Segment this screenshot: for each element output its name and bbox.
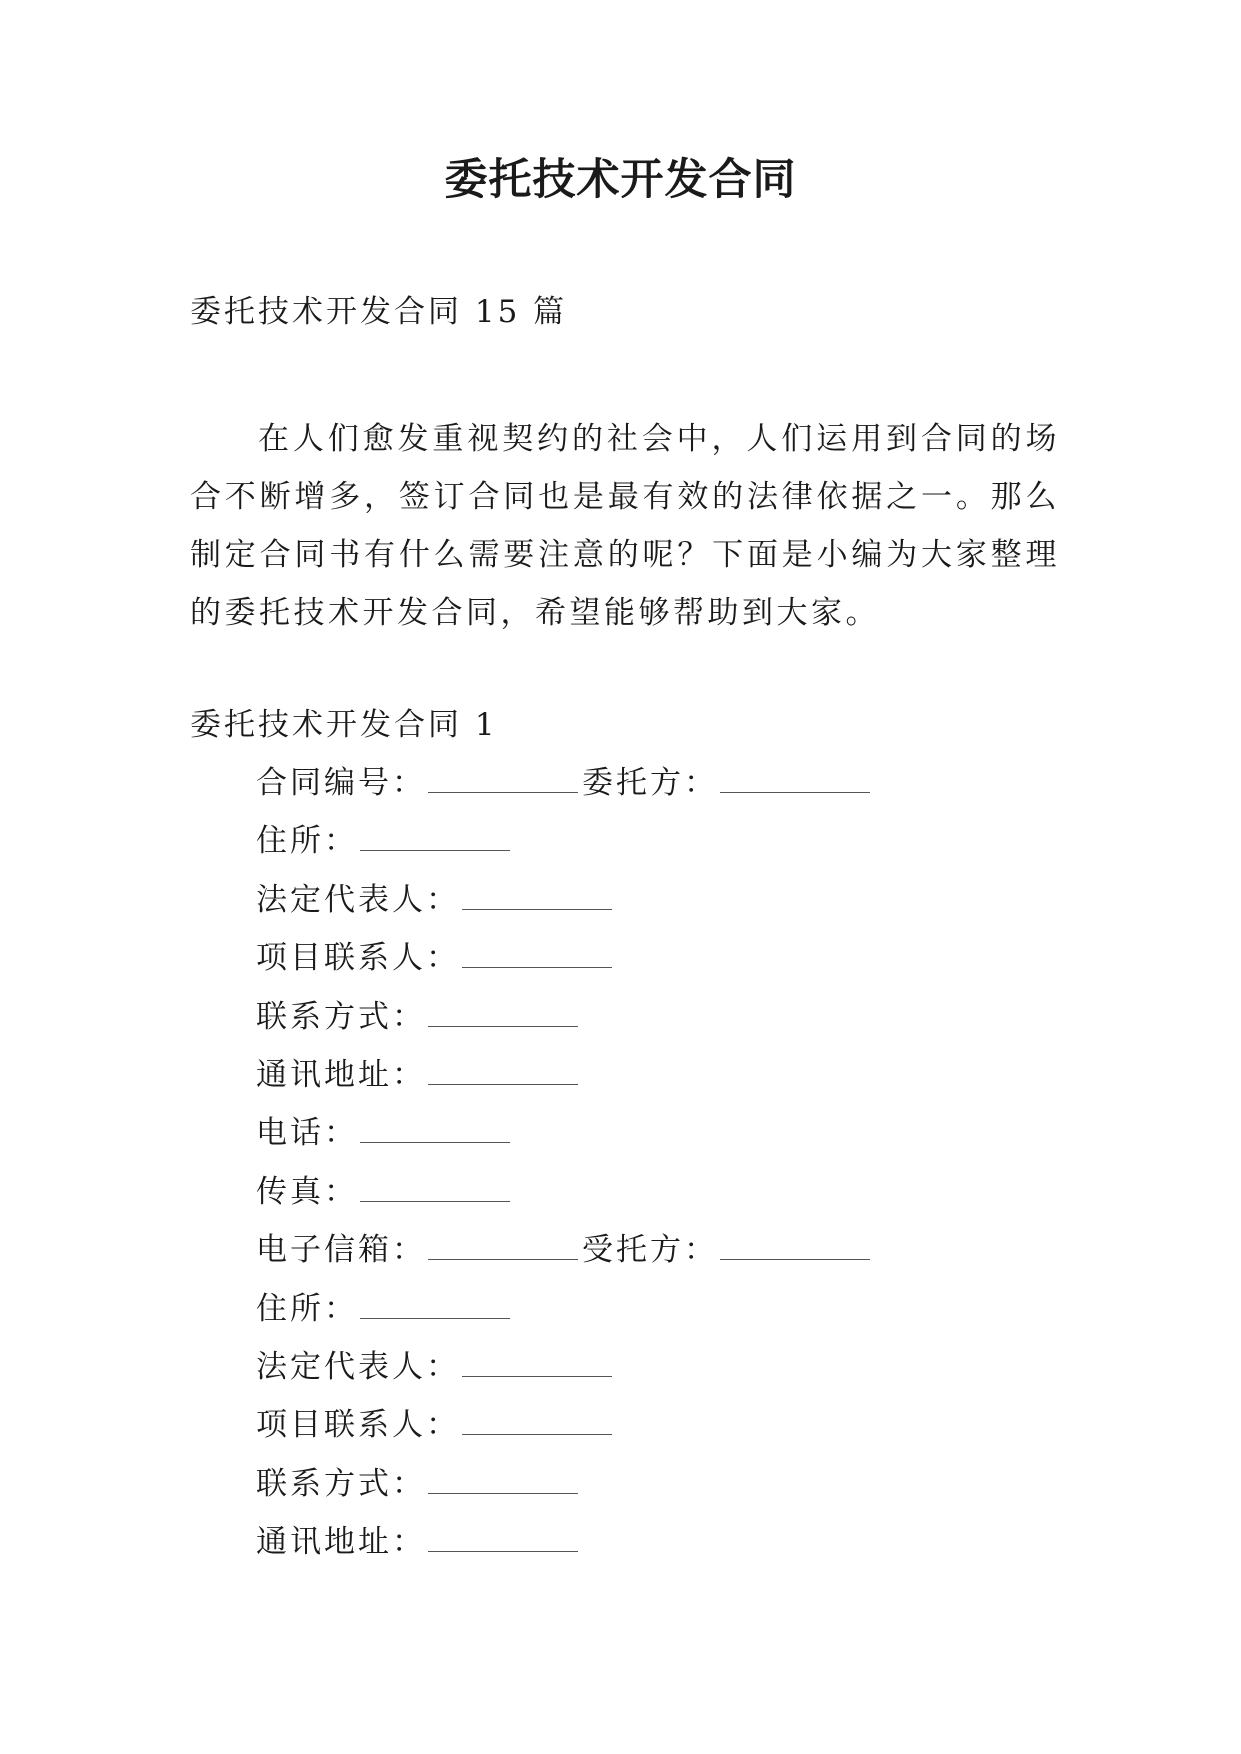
field-label: 联系方式： <box>256 1465 426 1502</box>
field-label: 电子信箱： <box>256 1232 426 1269</box>
contract-fields <box>256 762 874 1579</box>
field-row <box>256 1463 874 1521</box>
blank-line <box>428 762 578 793</box>
intro-paragraph: 在人们愈发重视契约的社会中，人们运用到合同的场合不断增多，签订合同也是最有效的法律依据之一。那么制定合同书有什么需要注意的呢？下面是小编为大家整理的委托技术开发合同，希望能够帮助到大家。 <box>190 421 1060 631</box>
field-row <box>256 879 874 937</box>
field-label: 联系方式： <box>256 998 426 1035</box>
document-subtitle: 委托技术开发合同 15 篇 <box>190 294 568 330</box>
blank-line <box>462 937 612 968</box>
field-label: 法定代表人： <box>256 881 460 918</box>
field-label: 法定代表人： <box>256 1348 460 1385</box>
blank-line <box>462 1404 612 1435</box>
section-heading: 委托技术开发合同 1 <box>190 707 498 743</box>
field-label: 委托方： <box>582 765 718 801</box>
field-label: 通讯地址： <box>256 1056 426 1093</box>
blank-line <box>462 879 612 910</box>
field-row <box>256 1288 874 1346</box>
blank-line <box>360 820 510 851</box>
field-label: 项目联系人： <box>256 940 460 977</box>
blank-line <box>462 1346 612 1377</box>
field-row <box>256 996 874 1054</box>
field-label: 受托方： <box>582 1232 718 1269</box>
field-row <box>256 762 874 820</box>
field-row <box>256 820 874 878</box>
field-label: 项目联系人： <box>256 1407 460 1444</box>
blank-line <box>428 996 578 1027</box>
field-label: 住所： <box>256 823 358 860</box>
blank-line <box>360 1112 510 1143</box>
blank-line <box>428 1463 578 1494</box>
field-row <box>256 1229 874 1287</box>
field-label: 合同编号： <box>256 765 426 801</box>
field-label: 电话： <box>256 1115 358 1152</box>
field-row <box>256 937 874 995</box>
field-row <box>256 1346 874 1404</box>
field-label: 住所： <box>256 1290 358 1327</box>
field-row <box>256 1521 874 1579</box>
document-title: 委托技术开发合同 <box>444 155 797 205</box>
blank-line <box>360 1288 510 1319</box>
blank-line <box>720 1229 870 1260</box>
field-label: 通讯地址： <box>256 1524 426 1561</box>
field-label: 传真： <box>256 1173 358 1210</box>
field-row <box>256 1171 874 1229</box>
blank-line <box>428 1054 578 1085</box>
blank-line <box>360 1171 510 1202</box>
field-row <box>256 1054 874 1112</box>
blank-line <box>428 1521 578 1552</box>
blank-line <box>428 1229 578 1260</box>
blank-line <box>720 762 870 793</box>
field-row <box>256 1404 874 1462</box>
field-row <box>256 1112 874 1170</box>
